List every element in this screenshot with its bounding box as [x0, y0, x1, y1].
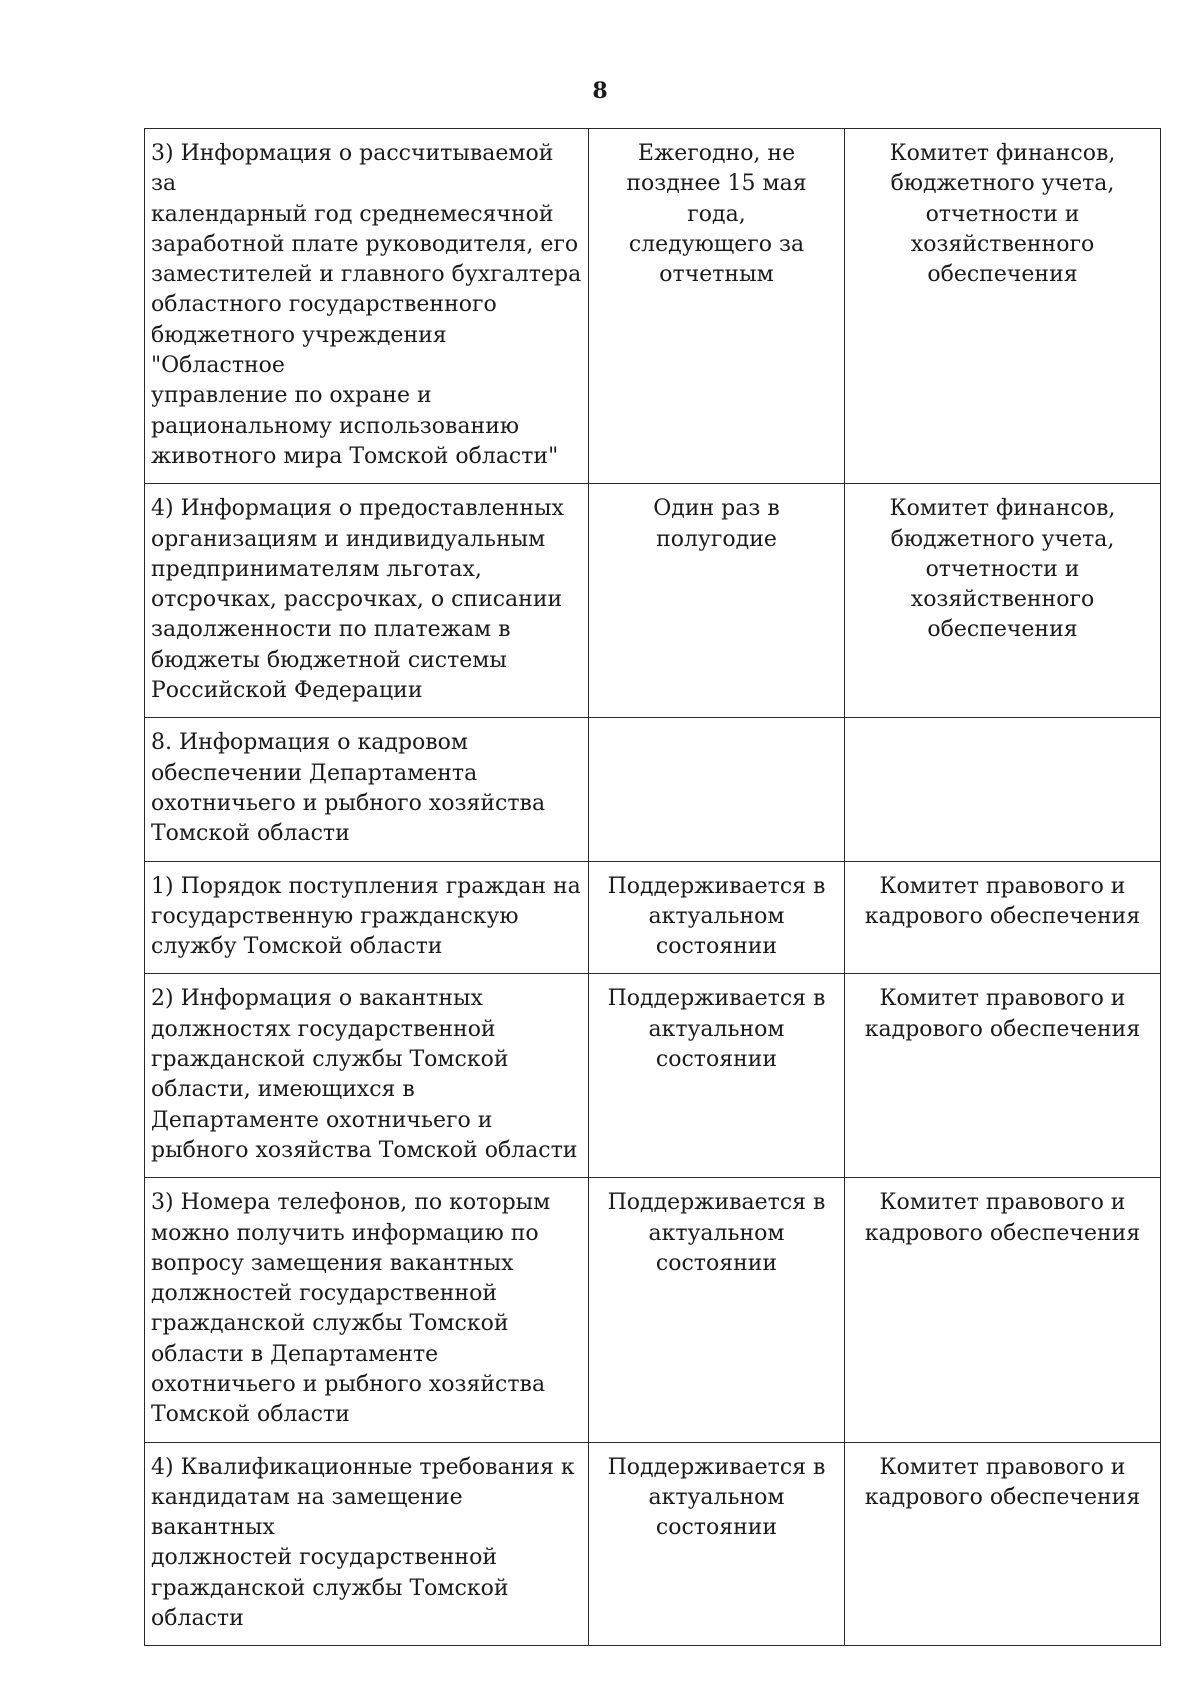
table-row: [145, 861, 1161, 974]
table-row: [145, 974, 1161, 1178]
period-cell: Поддерживается в актуальном состоянии: [589, 974, 845, 1178]
table-row: [145, 1178, 1161, 1442]
period-cell: Ежегодно, не позднее 15 мая года, следующего за отчетным: [589, 129, 845, 484]
period-cell: Поддерживается в актуальном состоянии: [589, 861, 845, 974]
page-number: 8: [592, 78, 608, 104]
responsible-cell: Комитет финансов, бюджетного учета, отчетности и хозяйственного обеспечения: [845, 129, 1161, 484]
section-heading-cell: 8. Информация о кадровом обеспечении Департамента охотничьего и рыбного хозяйства Томской области: [145, 718, 589, 861]
information-table: [144, 128, 1161, 1646]
responsible-cell: Комитет финансов, бюджетного учета, отчетности и хозяйственного обеспечения: [845, 484, 1161, 718]
table-row: [145, 1442, 1161, 1646]
info-cell: 4) Квалификационные требования к кандидатам на замещение вакантных должностей государственной гражданской службы Томской области: [145, 1442, 589, 1646]
info-cell: 4) Информация о предоставленных организациям и индивидуальным предпринимателям льготах, отсрочках, рассрочках, о списании задолженности по платежам в бюджеты бюджетной системы Российской Федерации: [145, 484, 589, 718]
table-row: [145, 129, 1161, 484]
responsible-cell: Комитет правового и кадрового обеспечения: [845, 861, 1161, 974]
info-cell: 3) Номера телефонов, по которым можно получить информацию по вопросу замещения вакантных должностей государственной гражданской службы Томской области в Департаменте охотничьего и рыбного хозяйства Томской области: [145, 1178, 589, 1442]
period-cell: Один раз в полугодие: [589, 484, 845, 718]
section-row: [145, 718, 1161, 861]
responsible-cell: [845, 718, 1161, 861]
period-cell: Поддерживается в актуальном состоянии: [589, 1178, 845, 1442]
responsible-cell: Комитет правового и кадрового обеспечения: [845, 1178, 1161, 1442]
period-cell: Поддерживается в актуальном состоянии: [589, 1442, 845, 1646]
info-cell: 1) Порядок поступления граждан на государственную гражданскую службу Томской области: [145, 861, 589, 974]
period-cell: [589, 718, 845, 861]
info-cell: 2) Информация о вакантных должностях государственной гражданской службы Томской области, имеющихся в Департаменте охотничьего и рыбного хозяйства Томской области: [145, 974, 589, 1178]
responsible-cell: Комитет правового и кадрового обеспечения: [845, 1442, 1161, 1646]
table-row: [145, 484, 1161, 718]
info-cell: 3) Информация о рассчитываемой за календарный год среднемесячной заработной плате руководителя, его заместителей и главного бухгалтера областного государственного бюджетного учреждения "Областное управление по охране и рациональному использованию животного мира Томской области": [145, 129, 589, 484]
responsible-cell: Комитет правового и кадрового обеспечения: [845, 974, 1161, 1178]
